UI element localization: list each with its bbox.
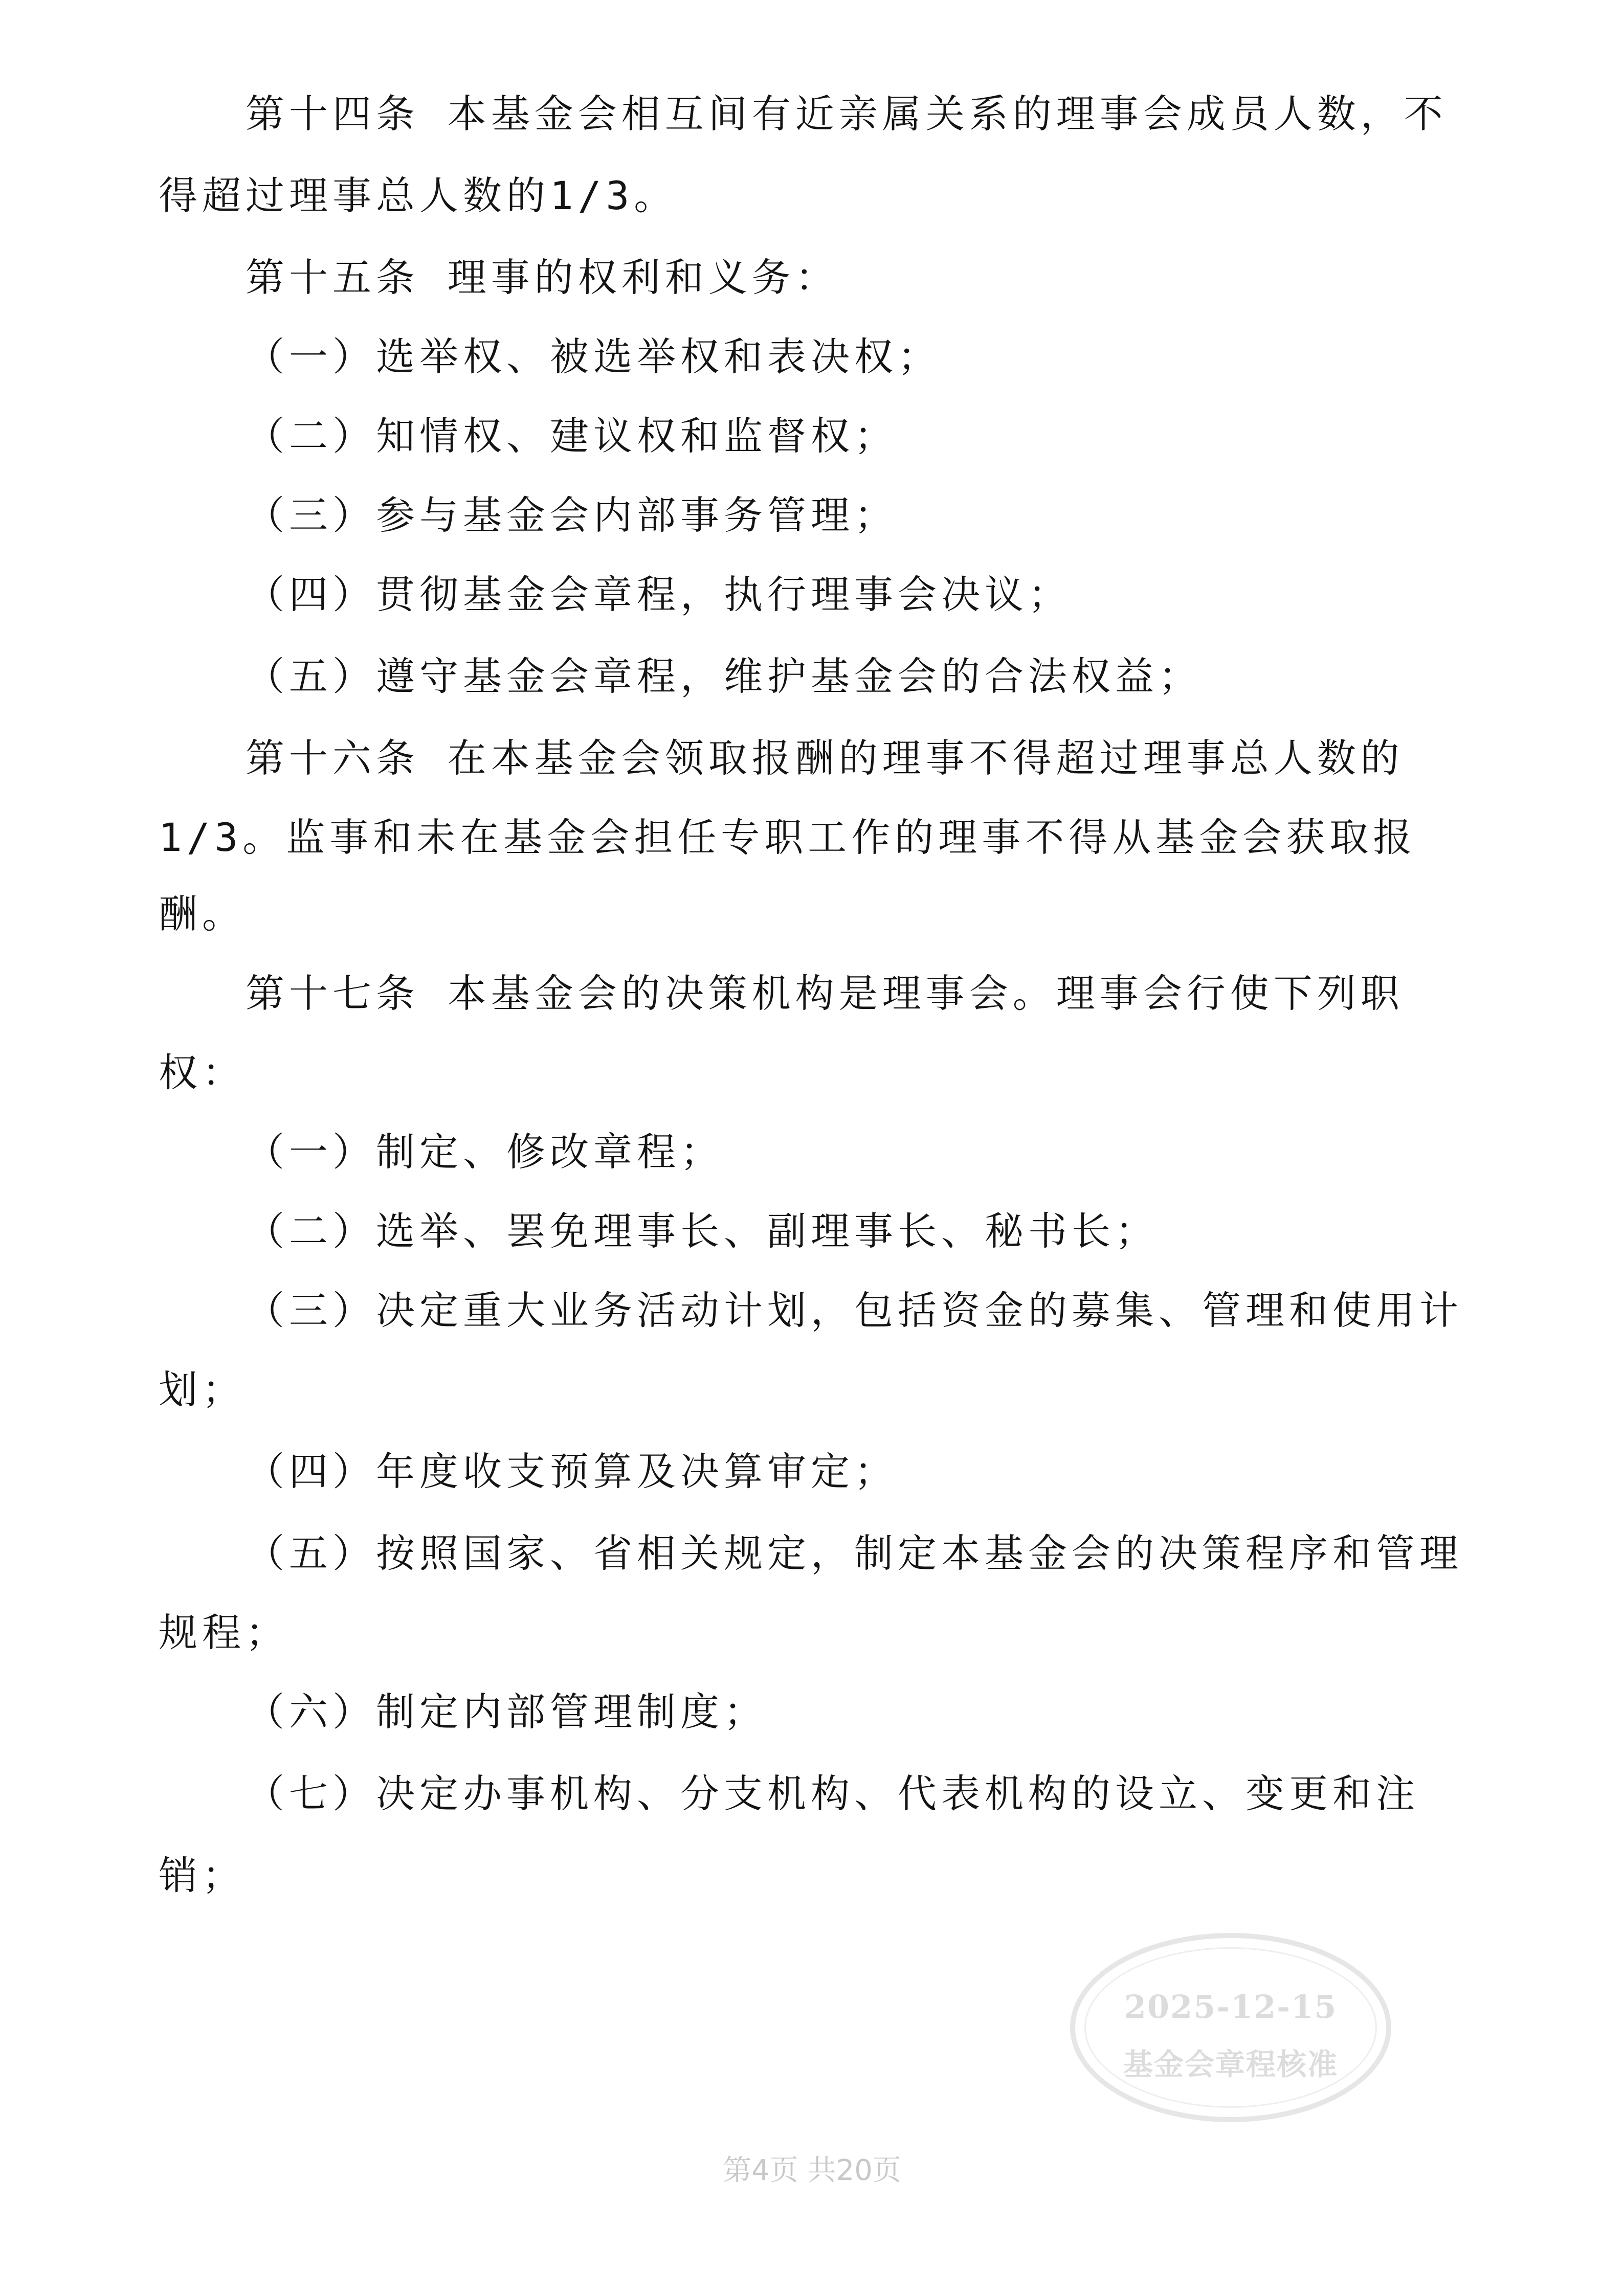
stamp-inner-ring	[1084, 1947, 1377, 2108]
text-line: （五）遵守基金会章程，维护基金会的合法权益；	[246, 654, 1202, 699]
stamp-text: 基金会章程核准	[1123, 2047, 1338, 2082]
text-line: 1/3。监事和未在基金会担任专职工作的理事不得从基金会获取报	[159, 815, 1417, 860]
text-line: 第十六条 在本基金会领取报酬的理事不得超过理事总人数的	[246, 735, 1404, 781]
text-line: 得超过理事总人数的1/3。	[159, 173, 678, 218]
text-line: （七）决定办事机构、分支机构、代表机构的设立、变更和注	[246, 1771, 1419, 1816]
text-line: 销；	[159, 1853, 246, 1898]
text-line: （二）知情权、建议权和监督权；	[246, 413, 898, 459]
text-line: （四）年度收支预算及决算审定；	[246, 1449, 898, 1494]
text-line: 规程；	[159, 1610, 289, 1655]
text-line: （一）制定、修改章程；	[246, 1129, 724, 1175]
text-line: 权：	[159, 1050, 246, 1095]
text-line: （二）选举、罢免理事长、副理事长、秘书长；	[246, 1208, 1159, 1254]
text-line: 划；	[159, 1367, 246, 1412]
text-line: （三）决定重大业务活动计划，包括资金的募集、管理和使用计	[246, 1288, 1463, 1333]
approval-stamp	[1070, 1933, 1391, 2122]
text-line: （一）选举权、被选举权和表决权；	[246, 334, 941, 379]
text-line: 第十五条 理事的权利和义务：	[246, 255, 839, 300]
text-line: （六）制定内部管理制度；	[246, 1689, 767, 1735]
page-number-footer: 第4页 共20页	[723, 2154, 901, 2187]
text-line: （四）贯彻基金会章程，执行理事会决议；	[246, 572, 1072, 617]
text-line: （五）按照国家、省相关规定，制定本基金会的决策程序和管理	[246, 1530, 1463, 1576]
text-line: 酬。	[159, 891, 246, 937]
text-line: 第十四条 本基金会相互间有近亲属关系的理事会成员人数，不	[246, 91, 1448, 137]
text-line: 第十七条 本基金会的决策机构是理事会。理事会行使下列职	[246, 971, 1404, 1016]
stamp-date: 2025-12-15	[1124, 1988, 1338, 2025]
text-line: （三）参与基金会内部事务管理；	[246, 492, 898, 538]
